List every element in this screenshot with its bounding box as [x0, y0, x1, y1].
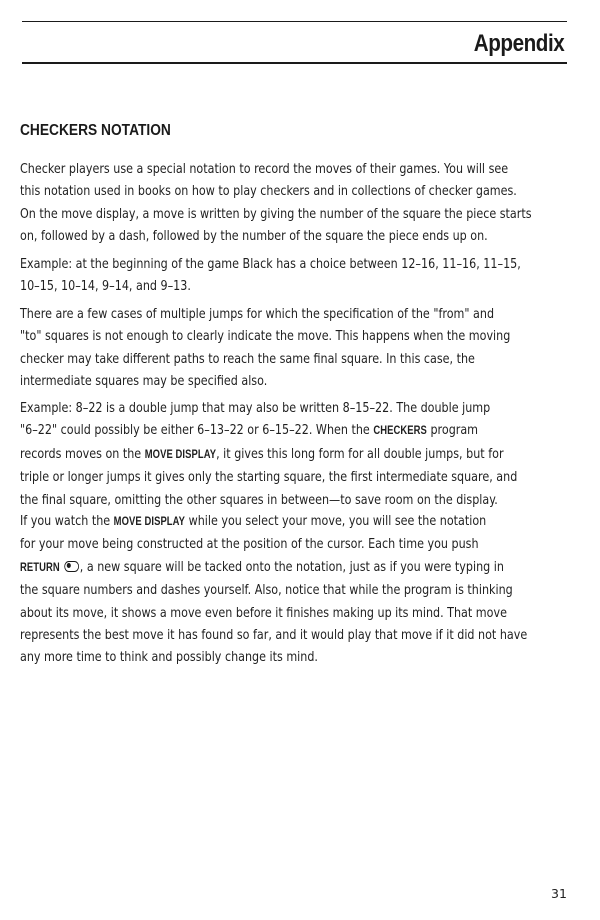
text-run: , it gives this long form for all double jumps, but for	[216, 445, 504, 462]
text-line: represents the best move it has found so far, and it would play that move if it did not have	[20, 627, 528, 644]
header-rule-bottom	[22, 62, 567, 64]
return-key-icon	[64, 561, 79, 572]
section-title: CHECKERS NOTATION	[20, 122, 171, 139]
keyword-move-display: MOVE DISPLAY	[144, 448, 217, 461]
keyword-return: RETURN	[20, 561, 60, 574]
text-line: Example: at the beginning of the game Black has a choice between 12–16, 11–16, 11–15,	[20, 256, 521, 272]
keyword-checkers: CHECKERS	[373, 425, 427, 438]
text-run: program	[426, 422, 479, 439]
text-line: Checker players use a special notation to record the moves of their games. You will see	[20, 161, 509, 177]
text-line: triple or longer jumps it gives only the starting square, the first intermediate square, and	[20, 469, 518, 486]
text-line	[20, 556, 568, 579]
text-line: Example: 8–22 is a double jump that may also be written 8–15–22. The double jump	[20, 400, 491, 416]
text-line: 10–15, 10–14, 9–14, and 9–13.	[20, 278, 191, 295]
text-line	[20, 419, 568, 442]
text-line: on, followed by a dash, followed by the number of the square the piece ends up on.	[20, 228, 488, 245]
text-line: intermediate squares may be specified also.	[20, 373, 268, 390]
text-line: the final square, omitting the other squares in between—to save room on the display.	[20, 491, 498, 508]
text-line: On the move display, a move is written by giving the number of the square the piece starts	[20, 205, 532, 222]
text-run: If you watch the	[20, 513, 114, 529]
text-run: while you select your move, you will see the notation	[185, 513, 487, 529]
text-line: about its move, it shows a move even before it finishes making up its mind. That move	[20, 604, 507, 621]
page-number: 31	[551, 886, 567, 901]
paragraph-multiple-jumps	[20, 303, 568, 393]
paragraph-opening-example	[20, 253, 568, 298]
text-run: , a new square will be tacked onto the notation, just as if you were typing in	[79, 558, 504, 575]
header-rule-top	[22, 21, 567, 22]
text-line: the square numbers and dashes yourself. Also, notice that while the program is thinking	[20, 582, 513, 599]
text-line: checker may take different paths to reach the same final square. In this case, the	[20, 350, 475, 367]
text-line: for your move being constructed at the position of the cursor. Each time you push	[20, 536, 479, 553]
text-run: records moves on the	[20, 445, 145, 462]
text-line	[20, 443, 568, 466]
text-line	[20, 510, 568, 533]
text-line: "to" squares is not enough to clearly indicate the move. This happens when the moving	[20, 328, 511, 345]
page-header-title: Appendix	[473, 30, 564, 57]
text-run: "6–22" could possibly be either 6–13–22 or 6–15–22. When the	[20, 422, 374, 439]
paragraph-move-display	[20, 510, 568, 669]
paragraph-notation-intro	[20, 158, 568, 248]
text-line: this notation used in books on how to play checkers and in collections of checker games.	[20, 183, 517, 200]
paragraph-double-jump-example	[20, 397, 568, 511]
text-line: There are a few cases of multiple jumps for which the specification of the "from" and	[20, 306, 495, 322]
keyword-move-display: MOVE DISPLAY	[113, 516, 186, 528]
text-line: any more time to think and possibly change its mind.	[20, 649, 318, 666]
